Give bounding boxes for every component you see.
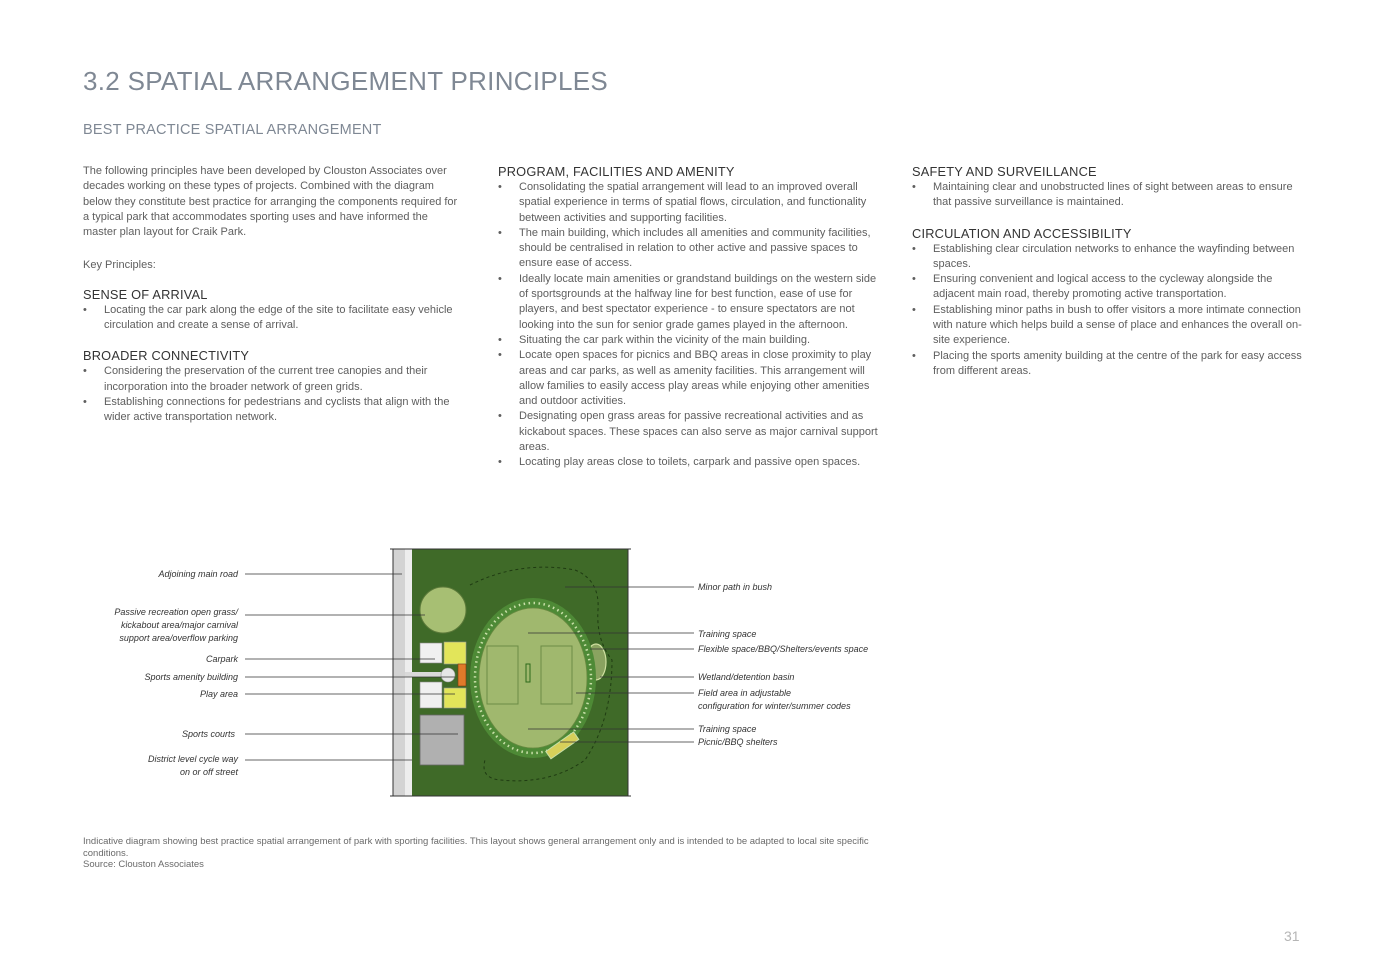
section-subtitle: BEST PRACTICE SPATIAL ARRANGEMENT bbox=[83, 122, 382, 138]
label-passive-recreation-1: Passive recreation open grass/ bbox=[114, 607, 238, 617]
list-item: • Ensuring convenient and logical access to the cycleway alongside the adjacent main road, thereby promoting active transportation. bbox=[912, 272, 1307, 303]
label-training-space-2: Training space bbox=[698, 724, 757, 734]
list-item: • Locating play areas close to toilets, carpark and passive open spaces. bbox=[498, 455, 883, 470]
label-sports-courts: Sports courts bbox=[181, 729, 235, 739]
page-title: 3.2 SPATIAL ARRANGEMENT PRINCIPLES bbox=[83, 66, 609, 96]
list-item: • Locating the car park along the edge of the site to facilitate easy vehicle circulation and create a sense of arrival. bbox=[83, 303, 463, 334]
play-area-2 bbox=[444, 688, 466, 708]
site-plan bbox=[390, 549, 631, 796]
column-right bbox=[912, 164, 1307, 379]
list-item: • Maintaining clear and unobstructed lines of sight between areas to ensure that passive surveillance is maintained. bbox=[912, 180, 1307, 211]
sports-amenity-building bbox=[458, 664, 466, 686]
label-passive-recreation-3: support area/overflow parking bbox=[119, 633, 238, 643]
heading-program-facilities: PROGRAM, FACILITIES AND AMENITY bbox=[498, 164, 735, 179]
roundabout bbox=[441, 668, 455, 682]
sports-courts bbox=[420, 715, 464, 765]
caption-source: Source: Clouston Associates bbox=[83, 859, 204, 870]
page-number: 31 bbox=[1284, 928, 1300, 944]
list-safety-surveillance bbox=[912, 180, 1307, 211]
heading-safety-surveillance: SAFETY AND SURVEILLANCE bbox=[912, 164, 1097, 179]
heading-broader-connectivity: BROADER CONNECTIVITY bbox=[83, 348, 250, 364]
list-item: • Ideally locate main amenities or grandstand buildings on the western side of sportsgrounds at the halfway line for best function, ease of use for players, and best spectator experience - to ensure spectators are not looking into the sun for senior grade games played in the afternoon. bbox=[498, 272, 883, 333]
access-road bbox=[405, 672, 445, 677]
label-cycle-way-1: District level cycle way bbox=[147, 754, 238, 764]
label-field-area-1: Field area in adjustable bbox=[698, 688, 792, 698]
label-carpark: Carpark bbox=[205, 654, 238, 664]
label-cycle-way-2: on or off street bbox=[179, 767, 238, 777]
list-item: • Situating the car park within the vicinity of the main building. bbox=[498, 333, 883, 348]
label-wetland: Wetland/detention basin bbox=[698, 672, 795, 682]
label-sports-amenity-building: Sports amenity building bbox=[144, 672, 238, 682]
list-item: • Establishing clear circulation networks to enhance the wayfinding between spaces. bbox=[912, 242, 1307, 273]
label-training-space-1: Training space bbox=[698, 629, 757, 639]
park-layout-diagram bbox=[0, 540, 900, 810]
caption-text: Indicative diagram showing best practice spatial arrangement of park with sporting facilities. This layout shows general arrangement only and is intended to be adapted to local site specific conditions. bbox=[83, 836, 869, 859]
main-road bbox=[393, 549, 405, 796]
label-flexible-space: Flexible space/BBQ/Shelters/events space bbox=[698, 644, 869, 654]
label-field-area-2: configuration for winter/summer codes bbox=[698, 701, 851, 711]
list-sense-of-arrival bbox=[83, 303, 463, 334]
list-broader-connectivity bbox=[83, 364, 463, 425]
carpark-bay-2 bbox=[420, 682, 442, 708]
list-item: • Locate open spaces for picnics and BBQ areas in close proximity to play areas and car parks, as well as amenity facilities. This arrangement will allow families to easily access play areas while enjoying other amenities and outdoor activities. bbox=[498, 348, 883, 409]
column-middle bbox=[498, 164, 883, 471]
list-item: • Establishing minor paths in bush to offer visitors a more intimate connection with nature which helps build a sense of place and enhances the overall on-site experience. bbox=[912, 303, 1307, 349]
key-principles-label: Key Principles: bbox=[83, 259, 156, 272]
list-item: • Establishing connections for pedestrians and cyclists that align with the wider active transportation network. bbox=[83, 395, 463, 426]
list-program-facilities bbox=[498, 180, 883, 471]
play-area-1 bbox=[444, 642, 466, 664]
heading-circulation-accessibility: CIRCULATION AND ACCESSIBILITY bbox=[912, 225, 1132, 241]
list-item: • Considering the preservation of the current tree canopies and their incorporation into the broader network of green grids. bbox=[83, 364, 463, 395]
list-item: • The main building, which includes all amenities and community facilities, should be centralised in relation to other active and passive spaces to ensure ease of access. bbox=[498, 226, 883, 272]
label-play-area: Play area bbox=[199, 689, 238, 699]
label-picnic-shelters: Picnic/BBQ shelters bbox=[698, 737, 778, 747]
label-adjoining-main-road: Adjoining main road bbox=[158, 569, 238, 579]
heading-sense-of-arrival: SENSE OF ARRIVAL bbox=[83, 286, 208, 302]
passive-open-grass bbox=[420, 587, 466, 633]
label-minor-path: Minor path in bush bbox=[698, 582, 773, 592]
list-circulation-accessibility bbox=[912, 242, 1307, 380]
list-item: • Placing the sports amenity building at the centre of the park for easy access from different areas. bbox=[912, 349, 1307, 380]
list-item: • Designating open grass areas for passive recreational activities and as kickabout spaces. These spaces can also serve as major carnival support areas. bbox=[498, 409, 883, 455]
column-left bbox=[83, 164, 463, 426]
intro-paragraph: The following principles have been developed by Clouston Associates over decades working on these types of projects. Combined with the diagram below they constitute best practice for arranging the components required for a typical park that accommodates sporting uses and have informed the master plan layout for Craik Park. bbox=[83, 165, 458, 239]
list-item: • Consolidating the spatial arrangement will lead to an improved overall spatial experience in terms of spatial flows, circulation, and functionality between activities and supporting facilities. bbox=[498, 180, 883, 226]
diagram-caption bbox=[83, 836, 883, 871]
carpark-bay-1 bbox=[420, 643, 442, 663]
sports-field bbox=[479, 608, 587, 748]
label-passive-recreation-2: kickabout area/major carnival bbox=[120, 620, 238, 630]
